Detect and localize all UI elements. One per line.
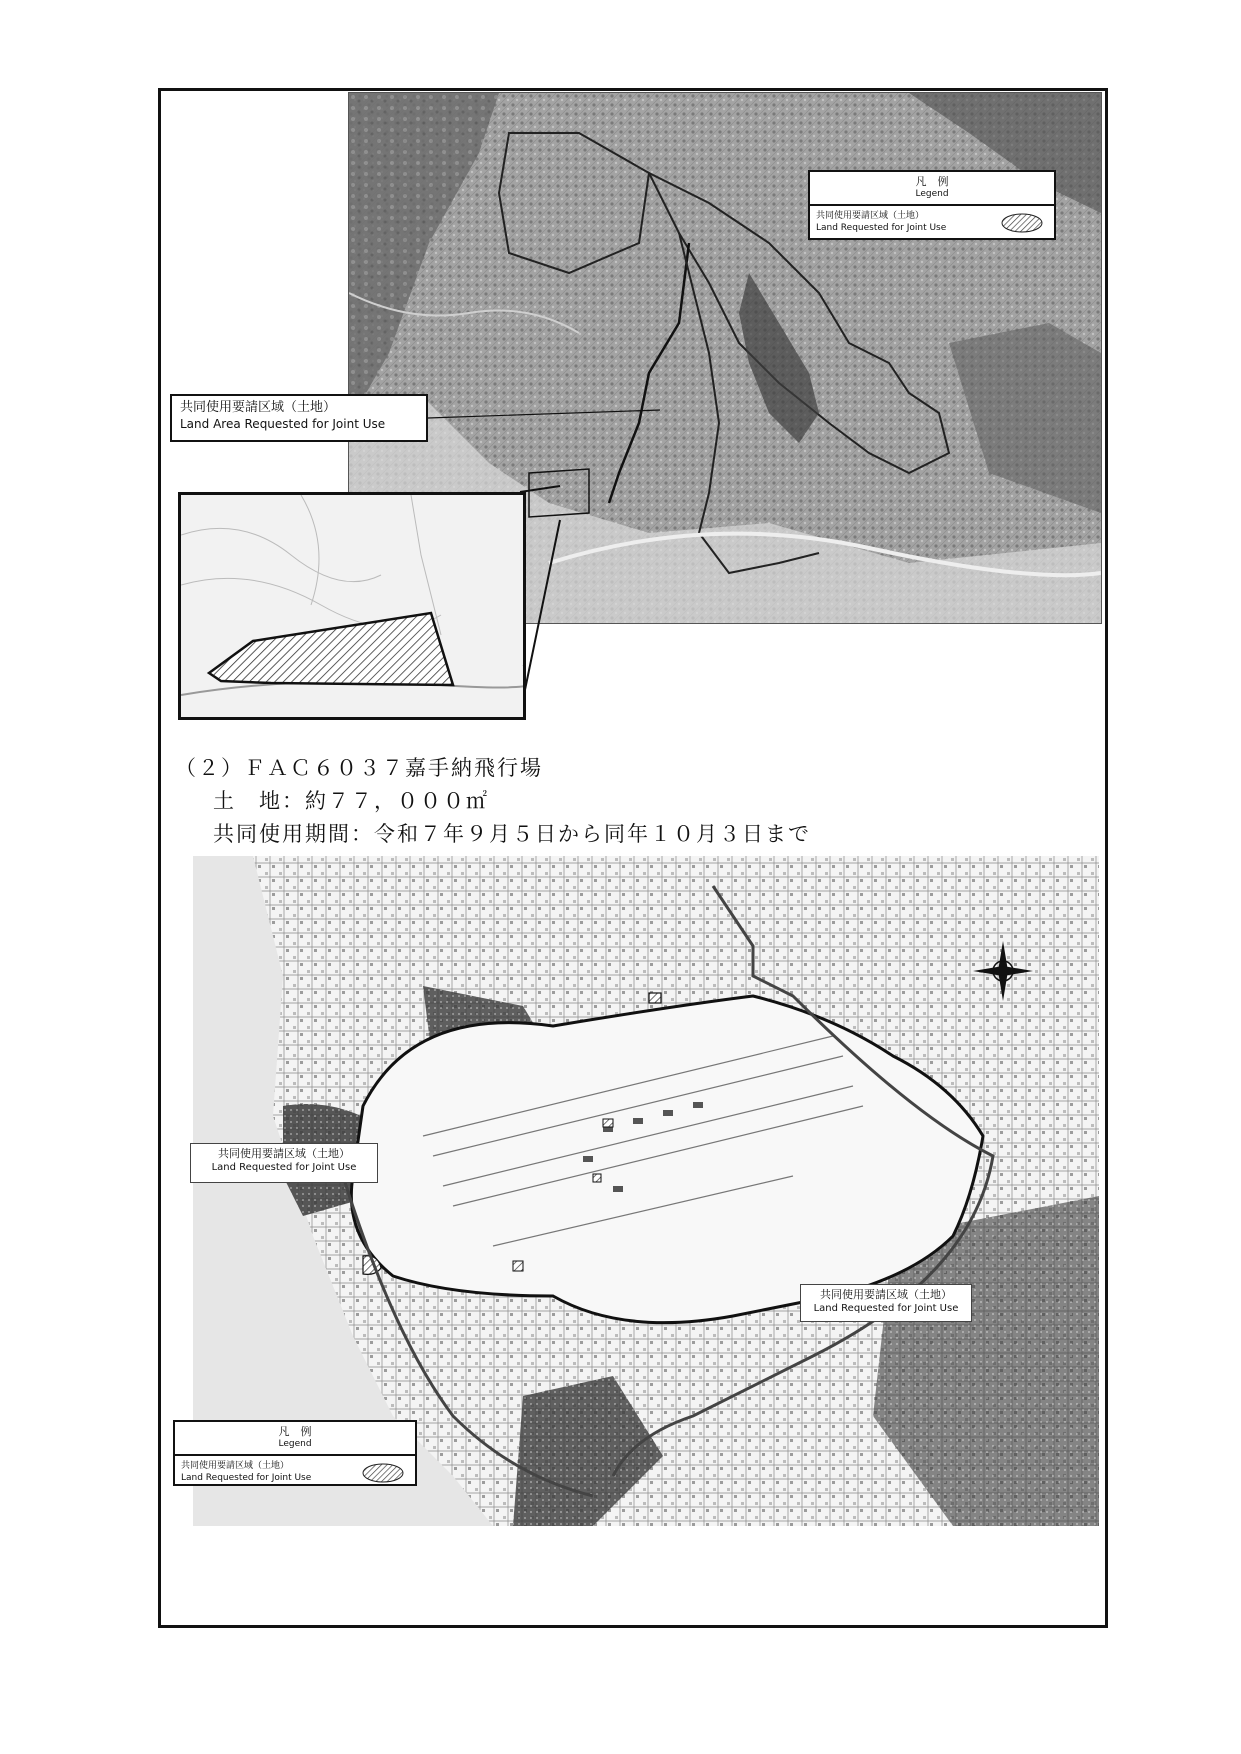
legend-title-jp: 凡 例 — [915, 175, 949, 188]
top-map-inset — [178, 492, 526, 720]
legend-item — [175, 1456, 415, 1488]
top-callout-en: Land Area Requested for Joint Use — [180, 417, 386, 431]
joint-use-period-line: 共同使用期間：令和７年９月５日から同年１０月３日まで — [213, 822, 811, 846]
legend-title — [810, 172, 1054, 206]
bottom-map-callout-right — [800, 1284, 972, 1322]
callout-left-en: Land Requested for Joint Use — [211, 1162, 357, 1173]
legend-item-en: Land Requested for Joint Use — [181, 1473, 312, 1483]
bottom-map-callout-left — [190, 1143, 378, 1183]
hatched-area-swatch-icon — [361, 1462, 405, 1484]
section-heading: （２）ＦＡＣ６０３７嘉手納飛行場 — [175, 756, 543, 780]
top-map-legend — [808, 170, 1056, 240]
top-callout-jp: 共同使用要請区域（土地） — [180, 400, 337, 415]
legend-title — [175, 1422, 415, 1456]
legend-item-jp: 共同使用要請区域（土地） — [181, 1461, 290, 1471]
legend-item-en: Land Requested for Joint Use — [816, 223, 947, 233]
hatched-area-swatch-icon — [1000, 212, 1044, 234]
legend-item — [810, 206, 1054, 238]
callout-left-jp: 共同使用要請区域（土地） — [218, 1147, 350, 1160]
legend-title-en: Legend — [915, 189, 949, 199]
bottom-map-legend — [173, 1420, 417, 1486]
legend-title-en: Legend — [278, 1439, 312, 1449]
legend-item-jp: 共同使用要請区域（土地） — [816, 211, 925, 221]
callout-right-en: Land Requested for Joint Use — [813, 1303, 959, 1314]
section-text — [175, 752, 811, 851]
land-area-line: 土 地：約７７，０００㎡ — [213, 789, 489, 813]
top-map-callout — [170, 394, 428, 442]
callout-right-jp: 共同使用要請区域（土地） — [820, 1288, 952, 1301]
legend-title-jp: 凡 例 — [278, 1425, 312, 1438]
